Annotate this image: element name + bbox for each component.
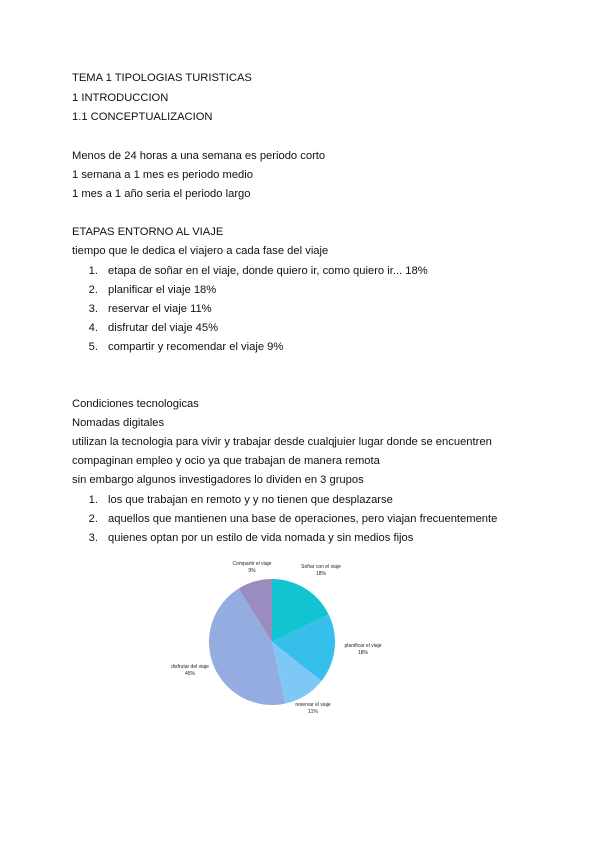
slice-label: reservar el viaje (295, 702, 331, 708)
list-text: planificar el viaje 18% (108, 284, 217, 296)
tech-subtitle: Nomadas digitales (72, 417, 165, 429)
period-line: 1 semana a 1 mes es periodo medio (72, 169, 253, 181)
period-line: 1 mes a 1 año seria el periodo largo (72, 188, 251, 200)
list-number: 3. (88, 303, 98, 315)
list-text: quienes optan por un estilo de vida nomada y sin medios fijos (108, 532, 414, 544)
list-text: compartir y recomendar el viaje 9% (108, 341, 284, 353)
list-text: reservar el viaje 11% (108, 303, 212, 315)
list-number: 3. (88, 532, 98, 544)
tech-title: Condiciones tecnologicas (72, 398, 199, 410)
subsection-heading: 1.1 CONCEPTUALIZACION (72, 111, 213, 123)
list-number: 5. (88, 341, 98, 353)
slice-label: Compartir el viaje (232, 561, 272, 567)
stages-title: ETAPAS ENTORNO AL VIAJE (72, 226, 224, 238)
list-number: 1. (88, 494, 98, 506)
list-text: los que trabajan en remoto y y no tienen que desplazarse (108, 494, 393, 506)
stages-intro: tiempo que le dedica el viajero a cada fase del viaje (72, 245, 329, 257)
tech-line: utilizan la tecnologia para vivir y trabajar desde cualqjuier lugar donde se encuentren (72, 436, 492, 448)
slice-value-label: 45% (184, 671, 196, 677)
list-number: 4. (88, 322, 98, 334)
slice-value-label: 18% (357, 650, 369, 656)
slice-value-label: 11% (308, 709, 318, 715)
list-text: disfrutar del viaje 45% (108, 322, 219, 334)
section-heading: 1 INTRODUCCION (72, 92, 169, 104)
slice-value-label: 9% (248, 568, 256, 574)
tech-line: compaginan empleo y ocio ya que trabajan de manera remota (72, 455, 380, 467)
slice-label: planificar el viaje (344, 643, 382, 649)
slice-label: Soñar con el viaje (301, 564, 341, 570)
list-number: 2. (88, 513, 98, 525)
slice-value-label: 18% (315, 571, 327, 577)
doc-title: TEMA 1 TIPOLOGIAS TURISTICAS (72, 72, 252, 84)
list-number: 2. (88, 284, 98, 296)
tech-line: sin embargo algunos investigadores lo dividen en 3 grupos (72, 474, 364, 486)
period-line: Menos de 24 horas a una semana es periodo corto (72, 150, 326, 162)
list-number: 1. (88, 265, 98, 277)
list-text: aquellos que mantienen una base de operaciones, pero viajan frecuentemente (108, 513, 498, 525)
list-text: etapa de soñar en el viaje, donde quiero ir, como quiero ir... 18% (108, 265, 428, 277)
slice-label: disfrutar del viaje (171, 664, 209, 670)
